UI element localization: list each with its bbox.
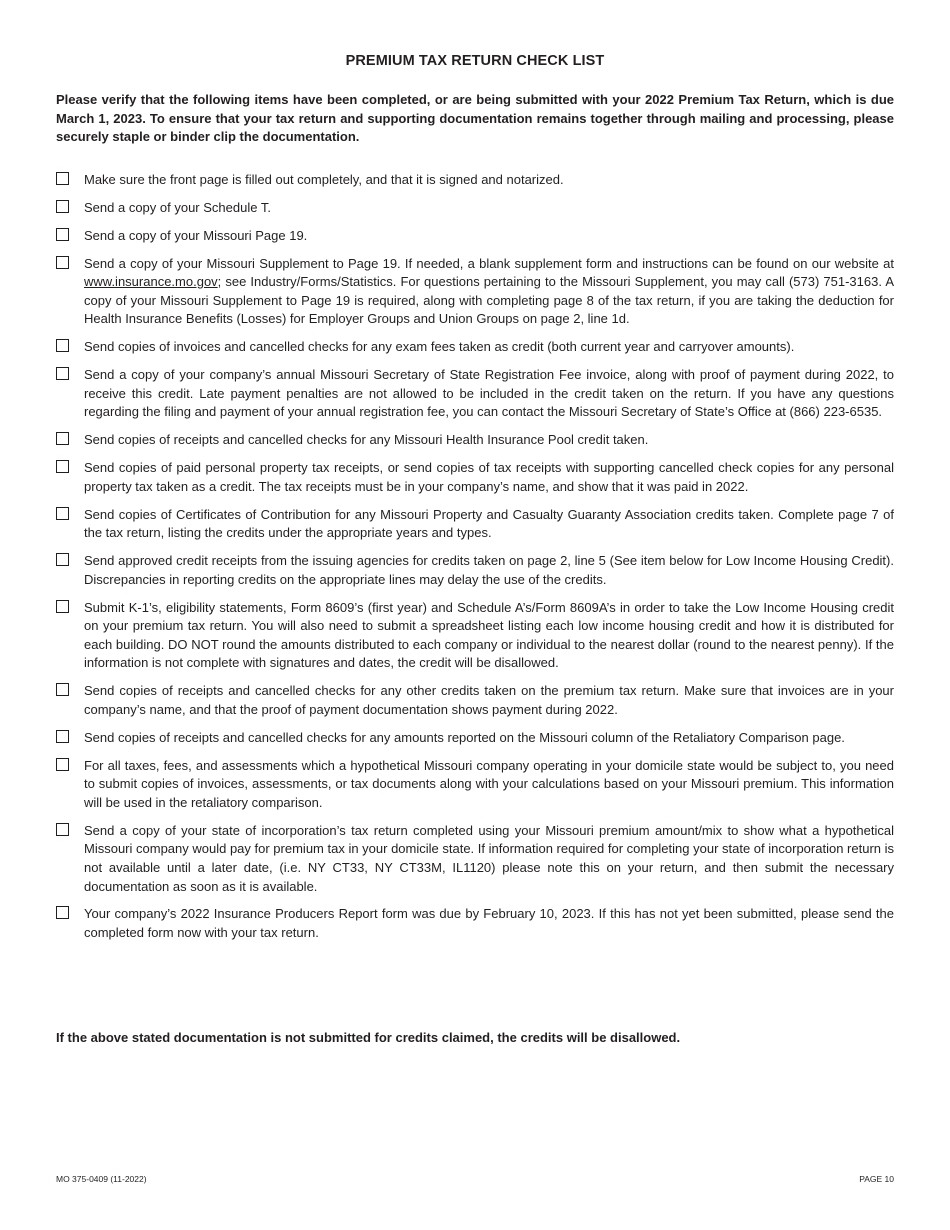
checkbox[interactable] [56,823,69,836]
checkbox[interactable] [56,730,69,743]
closing-warning: If the above stated documentation is not submitted for credits claimed, the credits will be disallowed. [56,1030,681,1045]
checklist-item [56,599,894,673]
checkbox[interactable] [56,460,69,473]
checklist-item [56,506,894,543]
checkbox[interactable] [56,200,69,213]
checklist-item [56,757,894,813]
checklist-item-text: Send a copy of your state of incorporation’s tax return completed using your Missouri premium amount/mix to show what a hypothetical Missouri company would pay for premium tax in your domicile state. If information required for completing your state of incorporation return is not available until a later date, (i.e. NY CT33, NY CT33M, IL1120) please note this on your return, and then submit the necessary documentation as soon as it is available. [84,822,894,894]
checklist-item [56,338,894,357]
checkbox[interactable] [56,228,69,241]
insurance-website-link[interactable]: www.insurance.mo.gov [84,274,218,290]
checklist-item-text: Send copies of paid personal property tax receipts, or send copies of tax receipts with supporting cancelled check copies for any personal property tax taken as a credit. The tax receipts must be in your company’s name, and show that it was paid in 2022. [84,460,894,494]
checkbox[interactable] [56,256,69,269]
checklist-item-text: For all taxes, fees, and assessments which a hypothetical Missouri company operating in your domicile state would be subject to, you need to submit copies of invoices, assessments, or tax documents along with your calculations based on your Missouri premium. This information will be used in the retaliatory comparison. [84,757,894,810]
checklist-item-text: Send copies of receipts and cancelled checks for any amounts reported on the Missouri column of the Retaliatory Comparison page. [84,729,845,745]
checklist-item-text: Send copies of receipts and cancelled checks for any other credits taken on the premium tax return. Make sure that invoices are in your company’s name, and that the proof of payment documentation shows payment during 2022. [84,683,894,717]
checklist-item [56,682,894,719]
checkbox[interactable] [56,758,69,771]
checkbox[interactable] [56,683,69,696]
checkbox[interactable] [56,553,69,566]
checklist-item-text: Send copies of Certificates of Contribution for any Missouri Property and Casualty Guaranty Association credits taken. Complete page 7 of the tax return, listing the credits under the appropriate years and types. [84,506,894,541]
checkbox[interactable] [56,507,69,520]
checklist-item-text [84,255,894,329]
checkbox[interactable] [56,367,69,380]
intro-paragraph: Please verify that the following items have been completed, or are being submitted with your 2022 Premium Tax Return, which is due March 1, 2023. To ensure that your tax return and supporting documentation remains together through mailing and processing, please securely staple or binder clip the documentation. [56,92,894,144]
checklist-item-text: Submit K-1’s, eligibility statements, Form 8609’s (first year) and Schedule A’s/Form 8609A’s in order to take the Low Income Housing credit on your premium tax return. You will also need to submit a spreadsheet listing each low income housing credit and how it is distributed for each building. DO NOT round the amounts distributed to each company or individual to the nearest dollar (round to the nearest penny). If the information is not complete with signatures and dates, the credit will be disallowed. [84,599,894,671]
checklist-item [56,431,894,450]
checklist-item [56,199,894,218]
checkbox[interactable] [56,600,69,613]
checklist-item [56,227,894,246]
checklist-item [56,905,894,942]
checklist-item [56,366,894,422]
checklist-item [56,171,894,190]
checklist-item [56,822,894,896]
checklist [56,171,894,952]
checkbox[interactable] [56,906,69,919]
checklist-item [56,552,894,589]
checkbox[interactable] [56,172,69,185]
item-text-before-link: Send a copy of your Missouri Supplement to Page 19. If needed, a blank supplement form and instructions can be found on our website at [84,255,894,271]
checklist-item-text: Send a copy of your company’s annual Missouri Secretary of State Registration Fee invoice, along with proof of payment during 2022, to receive this credit. Late payment penalties are not allowed to be included in the credit taken on the return. If you have any questions regarding the filing and payment of your annual registration fee, you can contact the Missouri Secretary of State’s Office at (866) 223-6535. [84,367,894,420]
item-text-after-link: ; see Industry/Forms/Statistics. For questions pertaining to the Missouri Supplement, you may call (573) 751-3163. A copy of your Missouri Supplement to Page 19 is required, along with completing page 8 of the tax return, if you are taking the deduction for Health Insurance Benefits (Losses) for Employer Groups and Union Groups on page 2, line 1d. [84,274,894,327]
page-number: PAGE 10 [859,1174,894,1184]
checklist-item-text: Send a copy of your Schedule T. [84,199,271,215]
checklist-item-text: Send copies of receipts and cancelled checks for any Missouri Health Insurance Pool credit taken. [84,432,649,448]
page-title: PREMIUM TAX RETURN CHECK LIST [345,53,605,69]
checklist-item [56,255,894,329]
checkbox[interactable] [56,339,69,352]
form-number: MO 375-0409 (11-2022) [56,1174,147,1184]
checkbox[interactable] [56,432,69,445]
checklist-item-text: Send approved credit receipts from the issuing agencies for credits taken on page 2, line 5 (See item below for Low Income Housing Credit). Discrepancies in reporting credits on the appropriate lines may delay the use of the credits. [84,553,894,587]
checklist-item [56,459,894,496]
checklist-item-text: Your company’s 2022 Insurance Producers Report form was due by February 10, 2023. If this has not yet been submitted, please send the completed form now with your tax return. [84,906,894,941]
checklist-item-text: Send a copy of your Missouri Page 19. [84,227,308,243]
checklist-item-text: Send copies of invoices and cancelled checks for any exam fees taken as credit (both current year and carryover amounts). [84,339,795,355]
checklist-item-text: Make sure the front page is filled out completely, and that it is signed and notarized. [84,172,564,187]
checklist-item [56,729,894,748]
